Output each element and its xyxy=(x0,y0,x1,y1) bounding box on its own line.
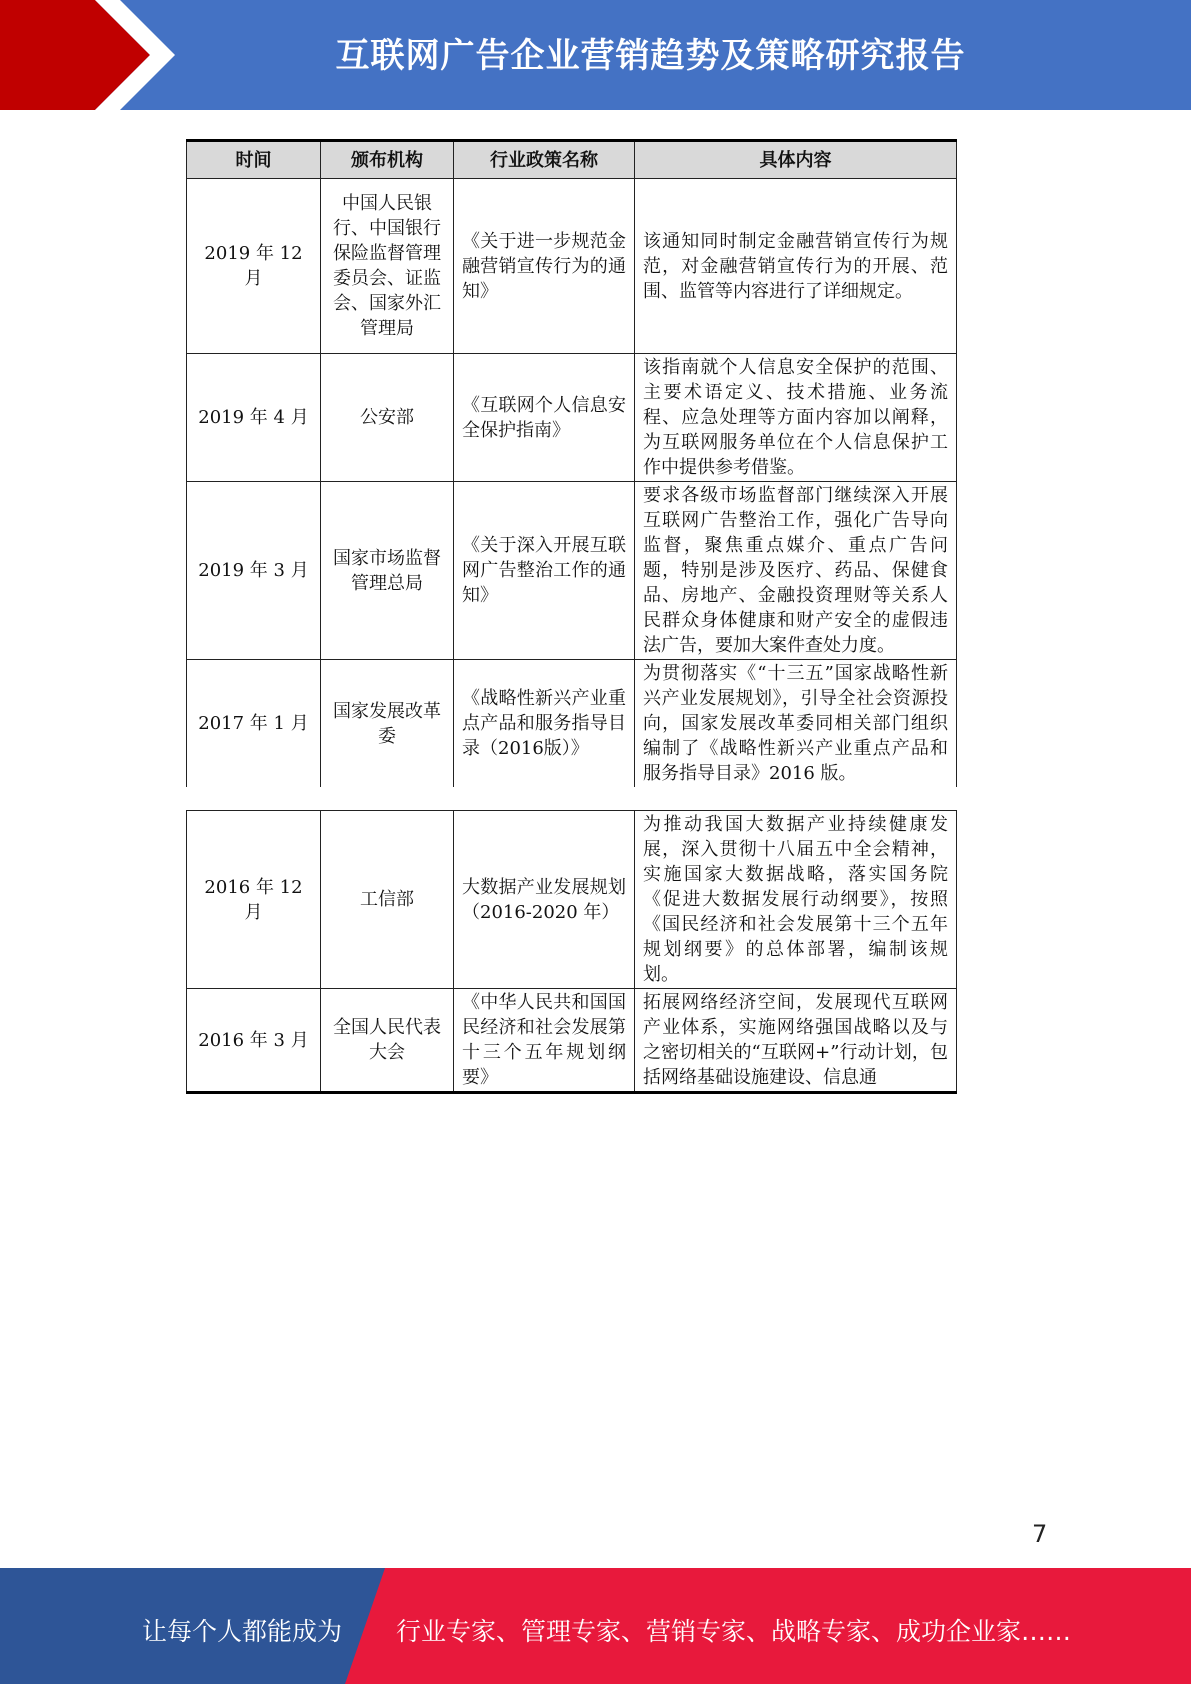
cell-content: 该通知同时制定金融营销宣传行为规范，对金融营销宣传行为的开展、范围、监管等内容进行了详细规定。 xyxy=(635,179,957,354)
column-header-agency: 颁布机构 xyxy=(321,141,454,179)
cell-policy: 《关于进一步规范金融营销宣传行为的通知》 xyxy=(454,179,635,354)
column-header-policy: 行业政策名称 xyxy=(454,141,635,179)
page-footer xyxy=(0,1568,1191,1684)
cell-content: 为推动我国大数据产业持续健康发展，深入贯彻十八届五中全会精神，实施国家大数据战略，落实国务院《促进大数据发展行动纲要》，按照《国民经济和社会发展第十三个五年规划纲要》的总体部署，编制该规划。 xyxy=(635,811,957,989)
footer-slogan-left: 让每个人都能成为 xyxy=(142,1617,343,1646)
cell-agency: 国家市场监督管理总局 xyxy=(321,482,454,660)
cell-content: 拓展网络经济空间，发展现代互联网产业体系，实施网络强国战略以及与之密切相关的“互联网+”行动计划，包括网络基础设施建设、信息通 xyxy=(635,989,957,1093)
cell-agency: 国家发展改革委 xyxy=(321,660,454,788)
cell-date: 2019 年 12 月 xyxy=(187,179,321,354)
table-row xyxy=(187,482,957,660)
page-header xyxy=(0,0,1191,110)
cell-policy: 《互联网个人信息安全保护指南》 xyxy=(454,354,635,482)
cell-policy: 《关于深入开展互联网广告整治工作的通知》 xyxy=(454,482,635,660)
column-header-content: 具体内容 xyxy=(635,141,957,179)
cell-date: 2016 年 12 月 xyxy=(187,811,321,989)
table-row xyxy=(187,811,957,989)
cell-policy: 大数据产业发展规划（2016-2020 年） xyxy=(454,811,635,989)
cell-date: 2017 年 1 月 xyxy=(187,660,321,788)
table-row xyxy=(187,354,957,482)
cell-content: 要求各级市场监督部门继续深入开展互联网广告整治工作，强化广告导向监督，聚焦重点媒介、重点广告问题，特别是涉及医疗、药品、保健食品、房地产、金融投资理财等关系人民群众身体健康和财产安全的虚假违法广告，要加大案件查处力度。 xyxy=(635,482,957,660)
footer-slogan-right: 行业专家、管理专家、营销专家、战略专家、成功企业家…… xyxy=(396,1617,1072,1646)
table-row xyxy=(187,179,957,354)
table-header-row xyxy=(187,141,957,179)
cell-date: 2019 年 3 月 xyxy=(187,482,321,660)
cell-content: 该指南就个人信息安全保护的范围、主要术语定义、技术措施、业务流程、应急处理等方面内容加以阐释，为互联网服务单位在个人信息保护工作中提供参考借鉴。 xyxy=(635,354,957,482)
table-row xyxy=(187,989,957,1093)
cell-date: 2016 年 3 月 xyxy=(187,989,321,1093)
table-row xyxy=(187,660,957,788)
policy-table xyxy=(186,139,957,787)
cell-agency: 全国人民代表大会 xyxy=(321,989,454,1093)
page-number: 7 xyxy=(1032,1520,1048,1548)
column-header-date: 时间 xyxy=(187,141,321,179)
policy-table-continued xyxy=(186,810,957,1094)
cell-date: 2019 年 4 月 xyxy=(187,354,321,482)
cell-agency: 中国人民银行、中国银行保险监督管理委员会、证监会、国家外汇管理局 xyxy=(321,179,454,354)
cell-content: 为贯彻落实《“十三五”国家战略性新兴产业发展规划》，引导全社会资源投向，国家发展改革委同相关部门组织编制了《战略性新兴产业重点产品和服务指导目录》2016 版。 xyxy=(635,660,957,788)
cell-agency: 工信部 xyxy=(321,811,454,989)
cell-policy: 《中华人民共和国国民经济和社会发展第十三个五年规划纲要》 xyxy=(454,989,635,1093)
cell-agency: 公安部 xyxy=(321,354,454,482)
report-title: 互联网广告企业营销趋势及策略研究报告 xyxy=(335,36,966,76)
cell-policy: 《战略性新兴产业重点产品和服务指导目录（2016版）》 xyxy=(454,660,635,788)
